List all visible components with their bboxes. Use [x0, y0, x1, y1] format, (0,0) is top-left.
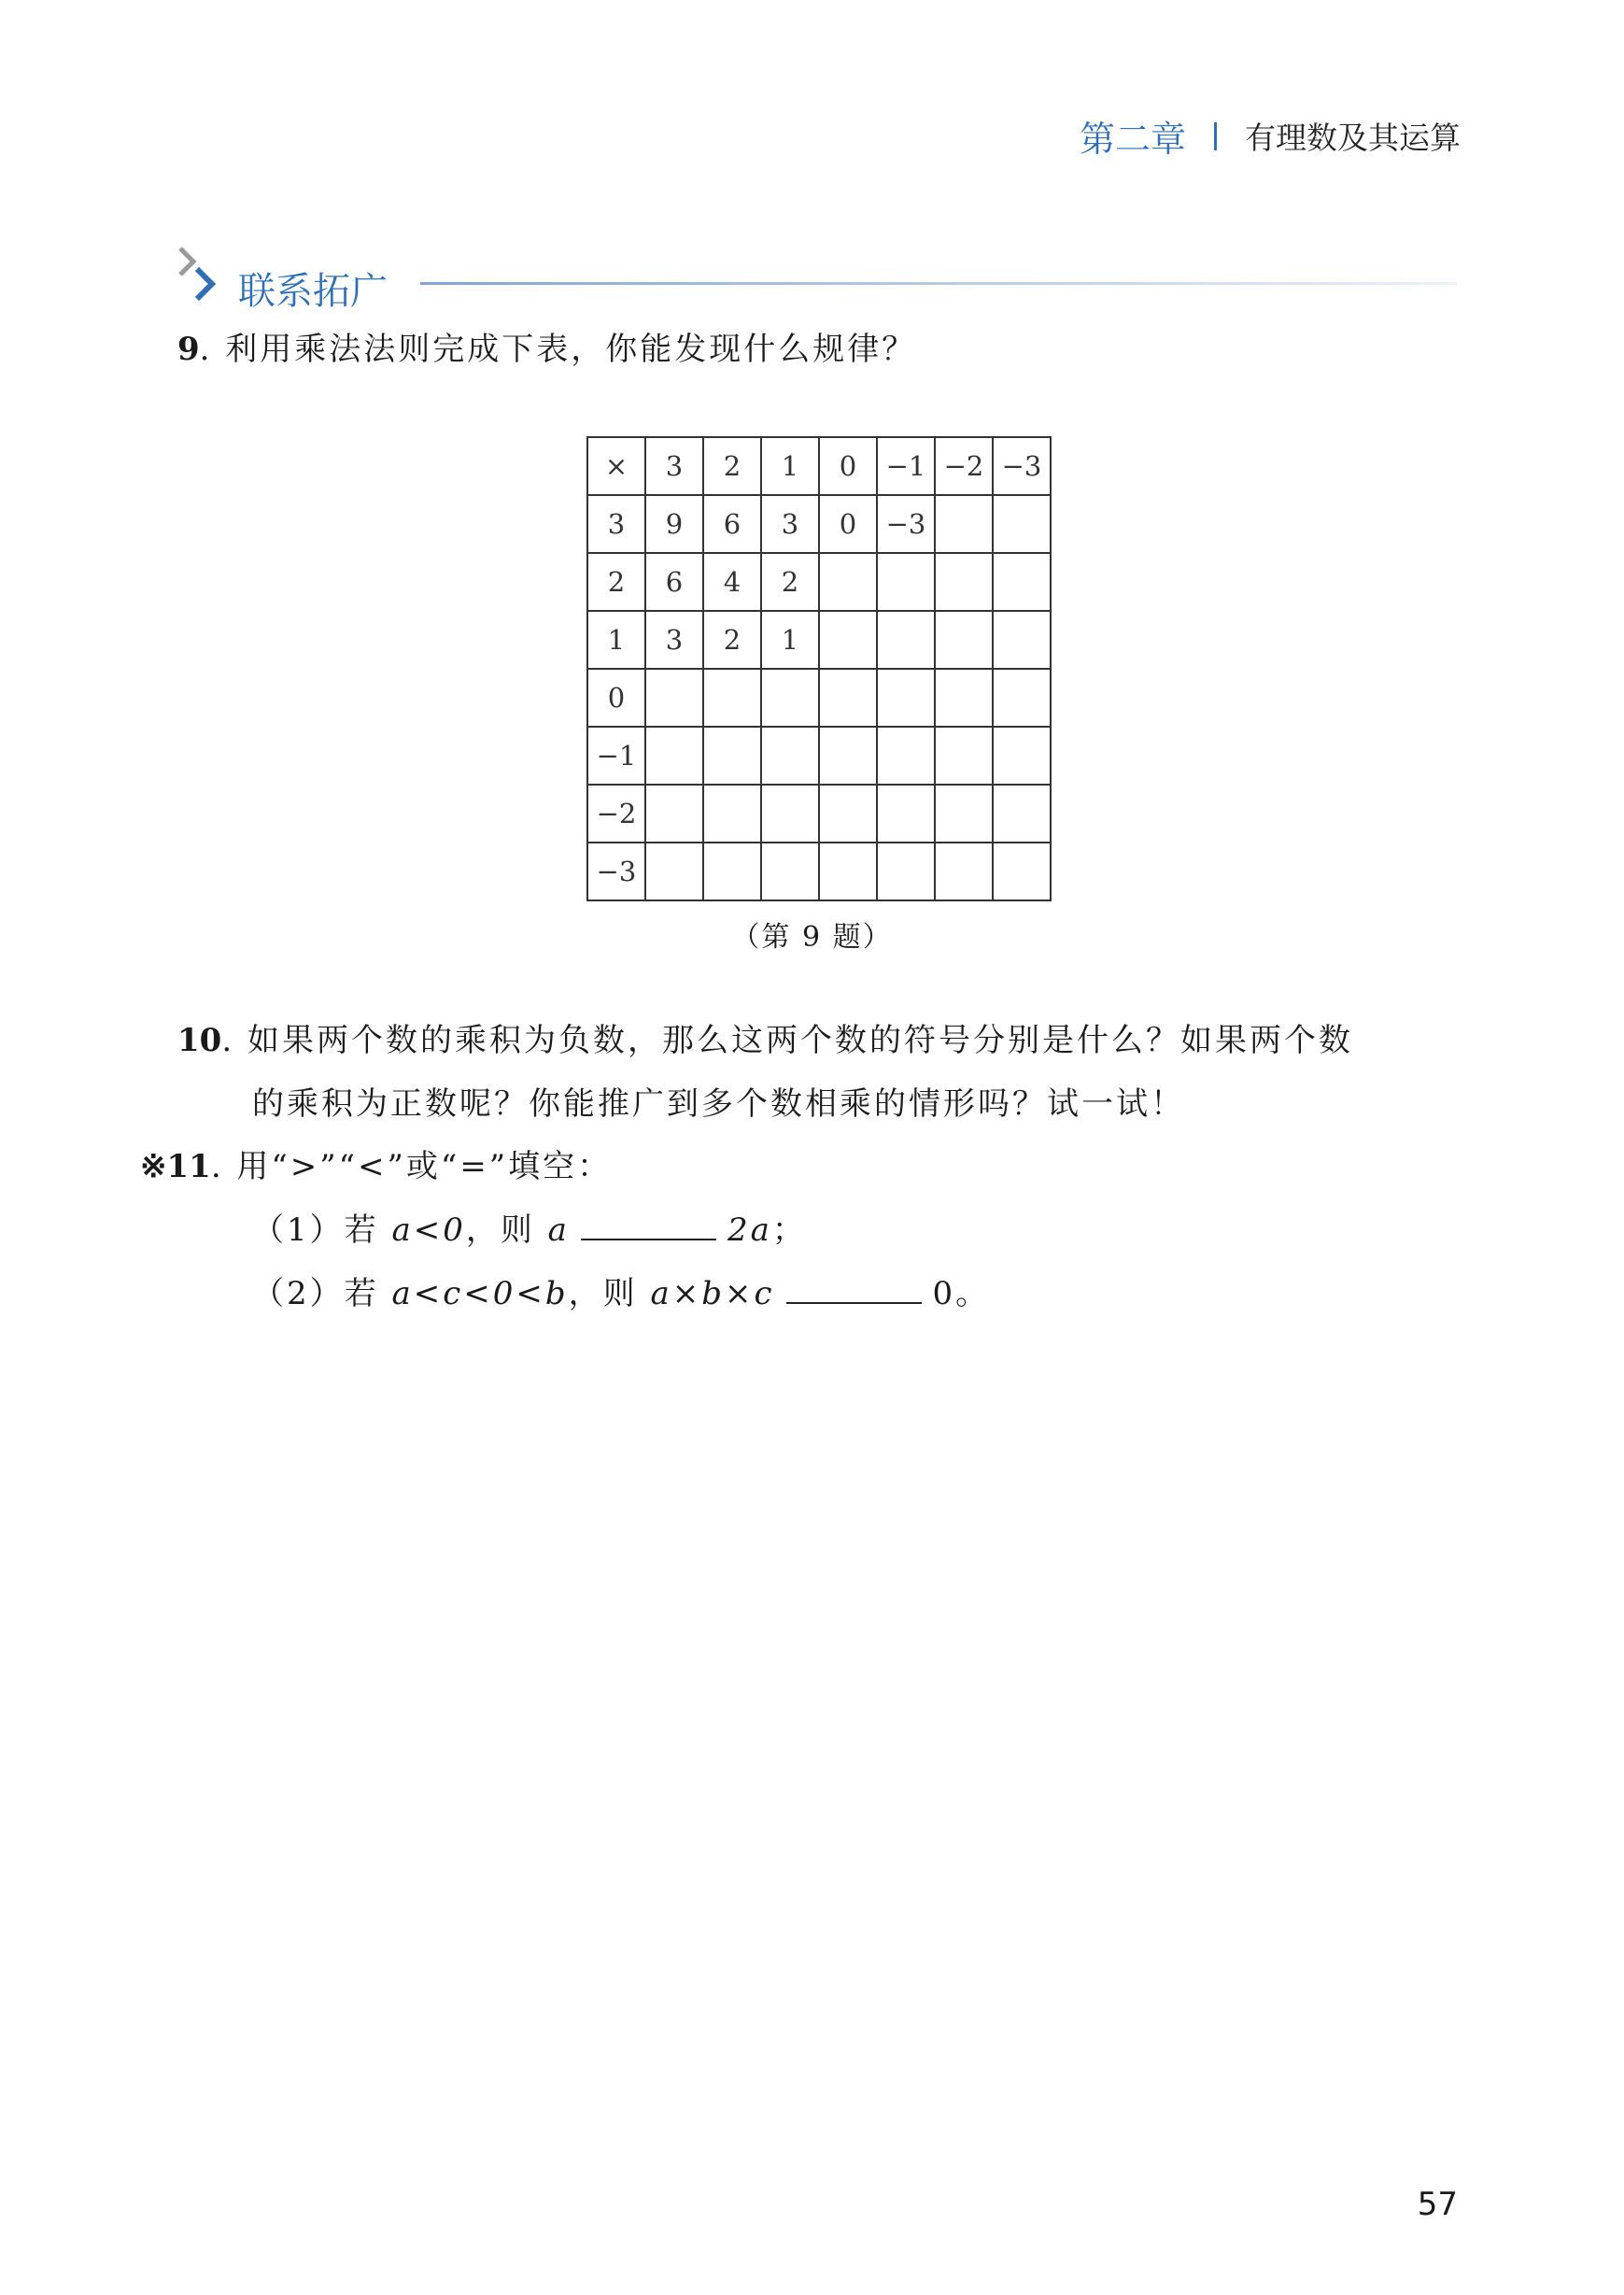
table-cell: [703, 843, 761, 900]
table-cell: −2: [587, 785, 645, 843]
question-11: [140, 1135, 990, 1325]
table-cell: [935, 553, 993, 611]
table-cell: 2: [703, 611, 761, 669]
table-cell: −3: [877, 495, 935, 553]
table-cell: [877, 785, 935, 843]
table-row: [587, 553, 1051, 611]
sub-end: 。: [955, 1275, 991, 1312]
table-cell: [935, 843, 993, 900]
table-row: [587, 495, 1051, 553]
table-cell: [819, 843, 877, 900]
question-number: ※11: [140, 1148, 211, 1185]
question-text: . 用“>”“<”或“=”填空：: [210, 1148, 613, 1185]
table-cell: −3: [993, 437, 1051, 495]
sub-rhs: 0: [932, 1275, 956, 1312]
table-cell: 0: [819, 495, 877, 553]
section-rule: [420, 282, 1457, 285]
page-number: 57: [1417, 2186, 1458, 2223]
table-cell: [993, 785, 1051, 843]
table-cell: 0: [819, 437, 877, 495]
table-cell: −3: [587, 843, 645, 900]
table-cell: [935, 785, 993, 843]
question-text: . 利用乘法法则完成下表，你能发现什么规律？: [199, 331, 917, 368]
table-cell: [703, 727, 761, 785]
sub-prefix: （2）若: [252, 1275, 392, 1312]
table-cell: 1: [587, 611, 645, 669]
table-cell: 2: [761, 553, 819, 611]
page-header: [1080, 110, 1461, 162]
table-cell: [819, 553, 877, 611]
table-cell: [877, 669, 935, 727]
table-cell: [993, 495, 1051, 553]
table-row: [587, 843, 1051, 900]
question-text-line2: 的乘积为正数呢？你能推广到多个数相乘的情形吗？试一试！: [252, 1085, 1185, 1123]
sub-lhs: a: [547, 1211, 570, 1249]
question-text-line1: . 如果两个数的乘积为负数，那么这两个数的符号分别是什么？如果两个数: [221, 1022, 1353, 1059]
table-cell: [645, 727, 703, 785]
table-cell: [819, 611, 877, 669]
sub-rhs: 2a: [727, 1211, 772, 1249]
subquestion-1: [140, 1198, 990, 1262]
table-cell: 6: [703, 495, 761, 553]
table-caption: （第 9 题）: [731, 921, 893, 954]
multiplication-table: [586, 436, 1052, 901]
table-cell: 1: [761, 437, 819, 495]
question-10: [177, 1009, 1476, 1136]
table-cell: ×: [587, 437, 645, 495]
chevron-right-icon: [173, 245, 229, 310]
table-cell: [877, 611, 935, 669]
table-cell: [645, 669, 703, 727]
table-cell: [761, 727, 819, 785]
table-cell: [819, 669, 877, 727]
table-row: [587, 437, 1051, 495]
table-cell: 6: [645, 553, 703, 611]
table-cell: [935, 611, 993, 669]
sub-prefix: （1）若: [252, 1211, 392, 1249]
answer-blank[interactable]: [786, 1270, 922, 1304]
sub-condition: a<c<0<b: [391, 1275, 569, 1312]
table-cell: 0: [587, 669, 645, 727]
sub-then: ，则: [465, 1211, 548, 1249]
table-cell: 3: [645, 437, 703, 495]
table-cell: 3: [645, 611, 703, 669]
table-cell: [935, 727, 993, 785]
table-cell: [877, 843, 935, 900]
question-number: 9: [177, 331, 200, 368]
table-cell: 2: [703, 437, 761, 495]
table-cell: [993, 843, 1051, 900]
table-cell: 3: [761, 495, 819, 553]
sub-then: ，则: [568, 1275, 651, 1312]
table-cell: [819, 727, 877, 785]
table-cell: [877, 727, 935, 785]
table-cell: 9: [645, 495, 703, 553]
table-cell: [645, 843, 703, 900]
table-cell: [935, 495, 993, 553]
table-row: [587, 669, 1051, 727]
subquestion-2: [140, 1262, 990, 1325]
table-cell: [761, 785, 819, 843]
sub-condition: a<0: [391, 1211, 466, 1249]
question-9: [177, 318, 916, 381]
table-cell: [993, 611, 1051, 669]
table-row: [587, 611, 1051, 669]
table-cell: [993, 727, 1051, 785]
table-cell: −2: [935, 437, 993, 495]
table-cell: −1: [587, 727, 645, 785]
header-divider: [1214, 122, 1217, 150]
question-number: 10: [177, 1022, 222, 1059]
table-cell: [993, 553, 1051, 611]
table-cell: 3: [587, 495, 645, 553]
table-cell: 2: [587, 553, 645, 611]
table-cell: 1: [761, 611, 819, 669]
table-cell: [819, 785, 877, 843]
table-cell: [877, 553, 935, 611]
table-cell: [993, 669, 1051, 727]
table-row: [587, 727, 1051, 785]
sub-end: ；: [771, 1211, 807, 1249]
chapter-title: 有理数及其运算: [1245, 120, 1461, 156]
table-cell: −1: [877, 437, 935, 495]
table-row: [587, 785, 1051, 843]
section-heading: [173, 245, 1462, 319]
sub-lhs: a×b×c: [650, 1275, 775, 1312]
table-cell: [761, 843, 819, 900]
table-cell: [935, 669, 993, 727]
chapter-label: 第二章: [1079, 119, 1186, 160]
table-cell: [703, 785, 761, 843]
table-cell: 4: [703, 553, 761, 611]
section-title: 联系拓广: [238, 270, 388, 313]
answer-blank[interactable]: [581, 1207, 716, 1240]
table-cell: [645, 785, 703, 843]
table-cell: [703, 669, 761, 727]
table-cell: [761, 669, 819, 727]
